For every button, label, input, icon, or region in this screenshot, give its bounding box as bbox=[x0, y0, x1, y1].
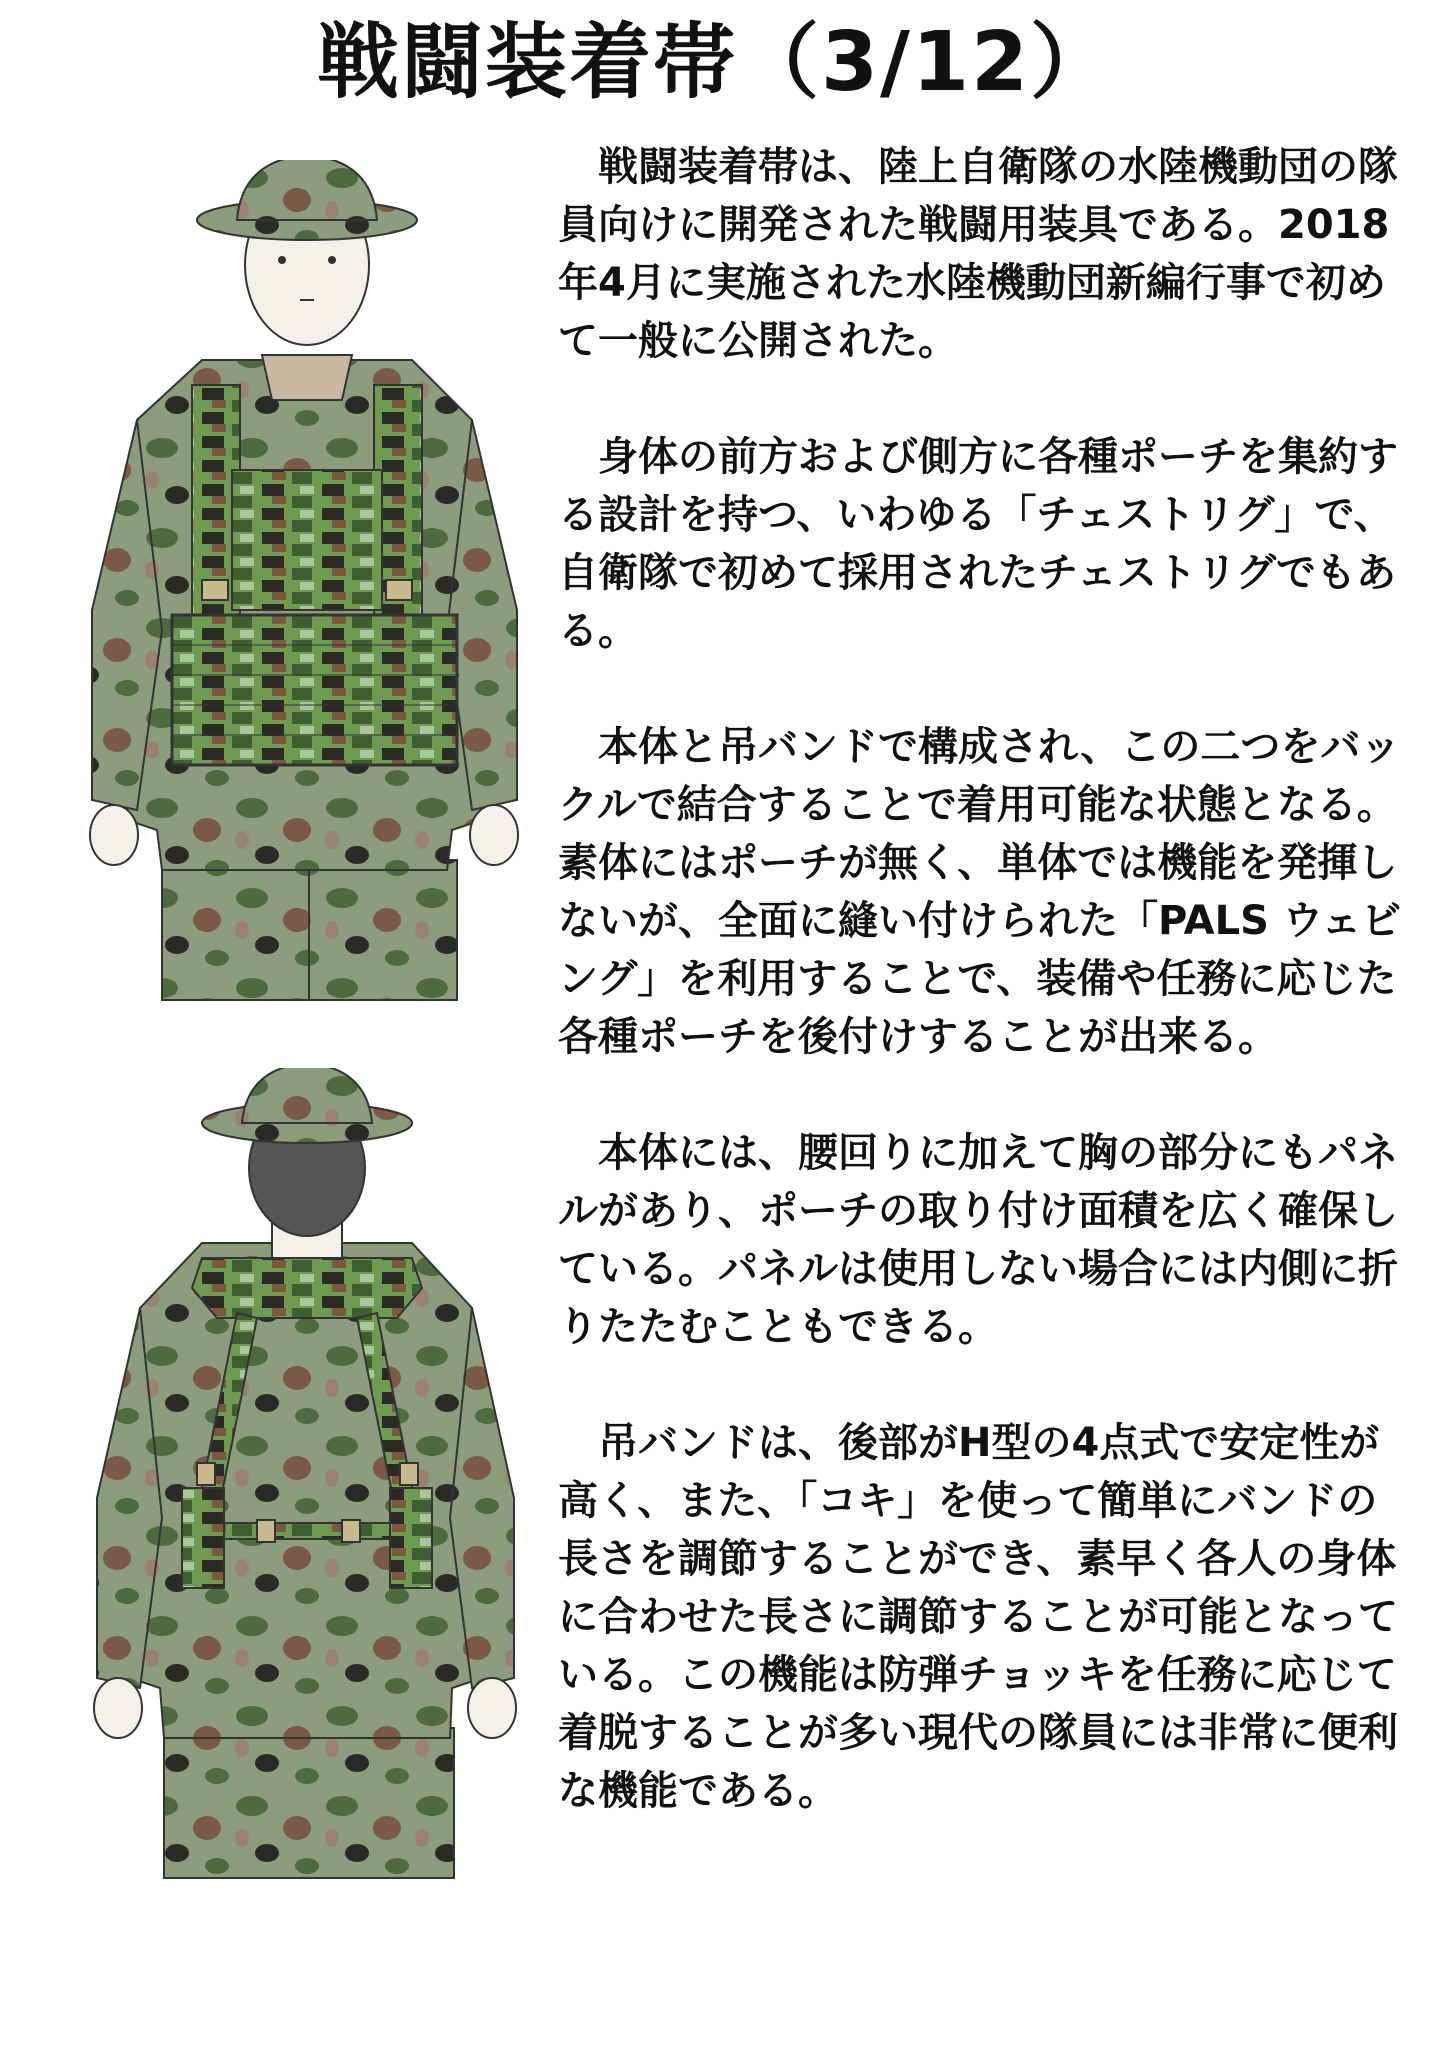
paragraph: 吊バンドは、後部がH型の4点式で安定性が高く、また、「コキ」を使って簡単にバンドの長さを調節することができ、素早く各人の身体に合わせた長さに調節することが可能となっている。この機能は防弾チョッキを任務に応じて着脱することが多い現代の隊員には非常に便利な機能である。 bbox=[558, 1420, 1398, 1814]
paragraph: 本体と吊バンドで構成され、この二つをバックルで結合することで着用可能な状態となる。素体にはポーチが無く、単体では機能を発揮しないが、全面に縫い付けられた「PALS ウェビング」を利用することで、装備や任務に応じた各種ポーチを後付けすることが出来る。 bbox=[558, 724, 1402, 1060]
soldier-front-illustration bbox=[52, 160, 552, 1020]
page-title: 戦闘装着帯（3/12） bbox=[316, 15, 1115, 110]
paragraph: 身体の前方および側方に各種ポーチを集約する設計を持つ、いわゆる「チェストリグ」で、自衛隊で初めて採用されたチェストリグでもある。 bbox=[558, 434, 1398, 654]
article-body bbox=[558, 138, 1403, 1878]
paragraph: 本体には、腰回りに加えて胸の部分にもパネルがあり、ポーチの取り付け面積を広く確保している。パネルは使用しない場合には内側に折りたたむこともできる。 bbox=[558, 1130, 1398, 1350]
paragraph: 戦闘装着帯は、陸上自衛隊の水陸機動団の隊員向けに開発された戦闘用装具である。2018年4月に実施された水陸機動団新編行事で初めて一般に公開された。 bbox=[558, 144, 1398, 364]
soldier-back-illustration bbox=[52, 1068, 552, 1888]
